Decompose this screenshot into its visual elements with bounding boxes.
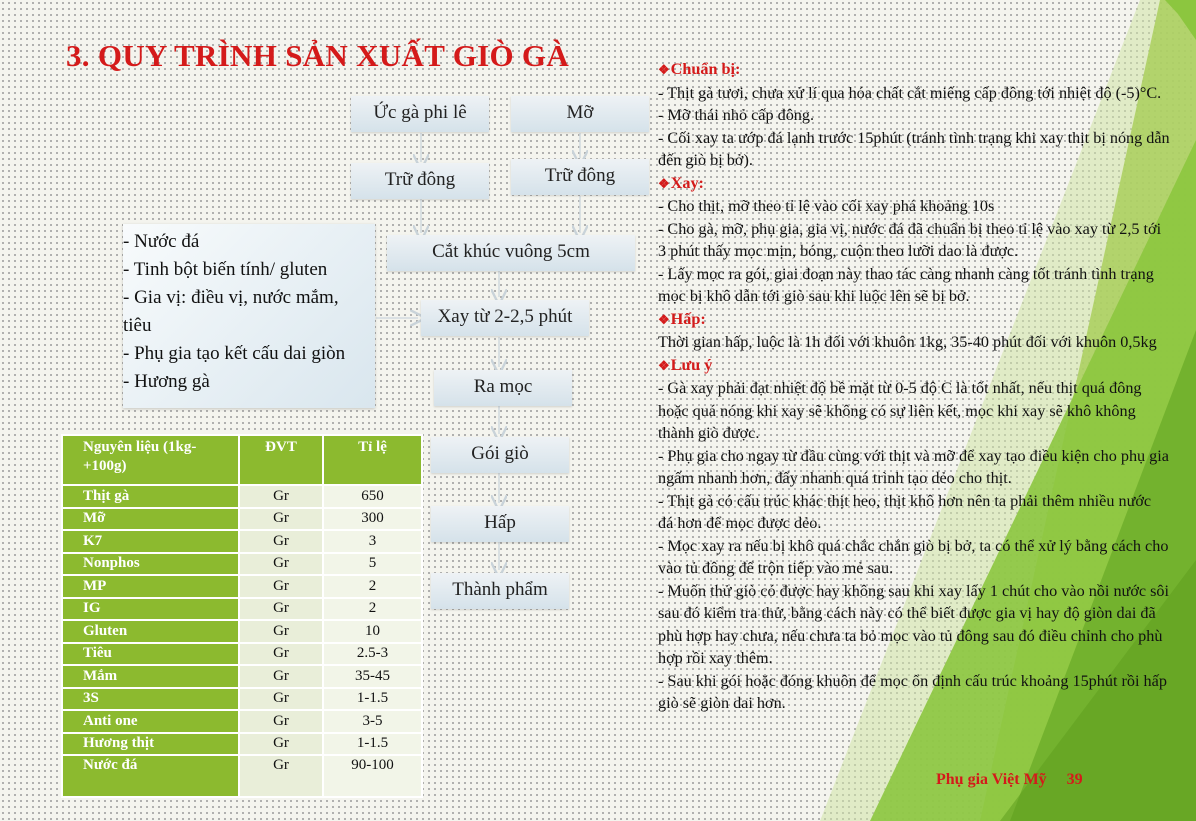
cell-name: Mắm (62, 665, 239, 688)
flow-step-uc-ga: Ức gà phi lê (351, 96, 489, 132)
cell-ratio: 300 (323, 508, 422, 531)
cell-name: Hương thịt (62, 733, 239, 756)
cell-ratio: 90-100 (323, 755, 422, 797)
note-line: - Thịt gà tươi, chưa xử lí qua hóa chất cắt miếng cấp đông tới nhiệt độ (-5)°C. (658, 83, 1162, 102)
note-line: - Cho thịt, mỡ theo tỉ lệ vào cối xay phá khoảng 10s (658, 197, 995, 215)
cell-unit: Gr (239, 755, 323, 797)
note-line: - Sau khi gói hoặc đóng khuôn để mọc ổn định cấu trúc khoảng 15phút rồi hấp giò sẽ giòn dai hơn. (658, 671, 1167, 712)
section-heading-luu-y: ❖Lưu ý (658, 355, 713, 374)
table-row (62, 643, 422, 666)
note-line: - Thịt gà có cấu trúc khác thịt heo, thịt khô hơn nên ta phải thêm nhiều nước đá hơn để mọc được dẻo. (658, 491, 1152, 532)
note-line: - Lấy mọc ra gói, giai đoạn này thao tác càng nhanh càng tốt tránh tình trạng mọc bị khô dẫn tới giò sau khi luộc lên sẽ bị bở. (658, 264, 1154, 305)
footer (936, 771, 1083, 789)
cell-ratio: 2 (323, 598, 422, 621)
cell-name: Anti one (62, 710, 239, 733)
note-line: - Gà xay phải đạt nhiệt độ bề mặt từ 0-5 độ C là tốt nhất, nếu thịt quá đông hoặc quá nóng khi xay sẽ không có sự liên kết, mọc khi xay sẽ khô không thành giò được. (658, 379, 1142, 442)
ingredient-line: - Phụ gia tạo kết cấu dai giòn (123, 343, 346, 364)
cell-unit: Gr (239, 508, 323, 531)
cell-ratio: 5 (323, 553, 422, 576)
cell-ratio: 1-1.5 (323, 733, 422, 756)
note-line: - Mọc xay ra nếu bị khô quá chắc chắn giò bị bở, ta có thể xử lý bằng cách cho vào tủ đông để trộn tiếp vào mẻ sau. (658, 536, 1169, 577)
cell-unit: Gr (239, 665, 323, 688)
recipe-table (61, 434, 423, 798)
note-line: - Muốn thử giò có được hay không sau khi xay lấy 1 chút cho vào nồi nước sôi sau đó kiểm tra thử, bằng cách này có thể biết được gia vị hay độ giòn dai đã phù hợp hay chưa, nếu chưa ta bỏ mọc vào tủ đông sau đó điều chỉnh cho phù hợp rồi xay thêm. (658, 581, 1169, 667)
cell-ratio: 3-5 (323, 710, 422, 733)
table-row (62, 688, 422, 711)
cell-unit: Gr (239, 575, 323, 598)
flow-step-hap: Hấp (431, 506, 569, 542)
table-row (62, 620, 422, 643)
cell-unit: Gr (239, 733, 323, 756)
page-number: 39 (1066, 771, 1083, 788)
ingredient-line: - Nước đá (123, 231, 200, 252)
flow-step-cat-khuc: Cắt khúc vuông 5cm (387, 235, 635, 271)
table-row (62, 733, 422, 756)
note-line: - Cối xay ta ướp đá lạnh trước 15phút (tránh tình trạng khi xay thịt bị nóng dẫn đến giò bị bở). (658, 128, 1170, 169)
ingredient-line: - Hương gà (123, 371, 210, 392)
cell-unit: Gr (239, 643, 323, 666)
cell-ratio: 1-1.5 (323, 688, 422, 711)
cell-name: Gluten (62, 620, 239, 643)
ingredient-line: tiêu (123, 315, 152, 336)
flow-step-mo: Mỡ (511, 96, 649, 132)
cell-unit: Gr (239, 598, 323, 621)
flow-step-goi-gio: Gói giò (431, 437, 569, 473)
cell-name: 3S (62, 688, 239, 711)
ingredient-line: - Tinh bột biến tính/ gluten (123, 259, 328, 280)
note-line: - Mỡ thái nhỏ cấp đông. (658, 106, 815, 124)
cell-name: IG (62, 598, 239, 621)
table-row (62, 508, 422, 531)
cell-name: Nonphos (62, 553, 239, 576)
cell-unit: Gr (239, 710, 323, 733)
cell-unit: Gr (239, 485, 323, 508)
header-dvt: ĐVT (239, 435, 323, 485)
cell-name: Thịt gà (62, 485, 239, 508)
footer-brand: Phụ gia Việt Mỹ (936, 771, 1047, 788)
table-row (62, 598, 422, 621)
table-row (62, 530, 422, 553)
cell-ratio: 35-45 (323, 665, 422, 688)
cell-unit: Gr (239, 688, 323, 711)
diamond-bullet-icon: ❖ (658, 357, 670, 373)
flow-step-tru-dong-2: Trữ đông (511, 159, 649, 195)
cell-ratio: 650 (323, 485, 422, 508)
table-row (62, 485, 422, 508)
section-heading-chuan-bi: ❖Chuẩn bị: (658, 60, 741, 78)
cell-ratio: 2 (323, 575, 422, 598)
diamond-bullet-icon: ❖ (658, 62, 670, 77)
section-heading-hap: ❖Hấp: (658, 309, 706, 328)
cell-name: Tiêu (62, 643, 239, 666)
table-row (62, 755, 422, 797)
cell-name: MP (62, 575, 239, 598)
cell-ratio: 10 (323, 620, 422, 643)
cell-ratio: 2.5-3 (323, 643, 422, 666)
process-notes (658, 58, 1170, 715)
table-row (62, 575, 422, 598)
table-row (62, 553, 422, 576)
table-row (62, 665, 422, 688)
diamond-bullet-icon: ❖ (658, 175, 670, 191)
page-title: 3. QUY TRÌNH SẢN XUẤT GIÒ GÀ (66, 38, 570, 73)
cell-unit: Gr (239, 553, 323, 576)
note-line: - Cho gà, mỡ, phụ gia, gia vị, nước đá đã chuẩn bị theo tỉ lệ vào xay từ 2,5 tới 3 phút thấy mọc mịn, bóng, cuộn theo lưỡi dao là được. (658, 219, 1162, 260)
flow-step-tru-dong-1: Trữ đông (351, 163, 489, 199)
note-line: - Phụ gia cho ngay từ đầu cùng với thịt và mỡ để xay tạo điều kiện cho phụ gia ngấm nhanh hơn, đẩy nhanh quá trình tạo dẻo cho thịt. (658, 446, 1169, 487)
diamond-bullet-icon: ❖ (658, 311, 670, 327)
table-header-row (62, 435, 422, 485)
cell-name: Nước đá (62, 755, 239, 797)
header-ti-le: Tỉ lệ (323, 435, 422, 485)
cell-unit: Gr (239, 620, 323, 643)
section-heading-xay: ❖Xay: (658, 173, 704, 192)
header-nguyen-lieu: Nguyên liệu (1kg-+100g) (62, 435, 239, 485)
cell-name: Mỡ (62, 508, 239, 531)
ingredients-box (123, 224, 375, 408)
cell-unit: Gr (239, 530, 323, 553)
cell-ratio: 3 (323, 530, 422, 553)
cell-name: K7 (62, 530, 239, 553)
ingredient-line: - Gia vị: điều vị, nước mắm, (123, 287, 339, 308)
flow-step-ra-moc: Ra mọc (434, 370, 572, 406)
note-line: Thời gian hấp, luộc là 1h đối với khuôn 1kg, 35-40 phút đối với khuôn 0,5kg (658, 333, 1157, 351)
flow-step-xay: Xay từ 2-2,5 phút (421, 300, 589, 336)
flow-step-thanh-pham: Thành phẩm (431, 573, 569, 609)
table-row (62, 710, 422, 733)
